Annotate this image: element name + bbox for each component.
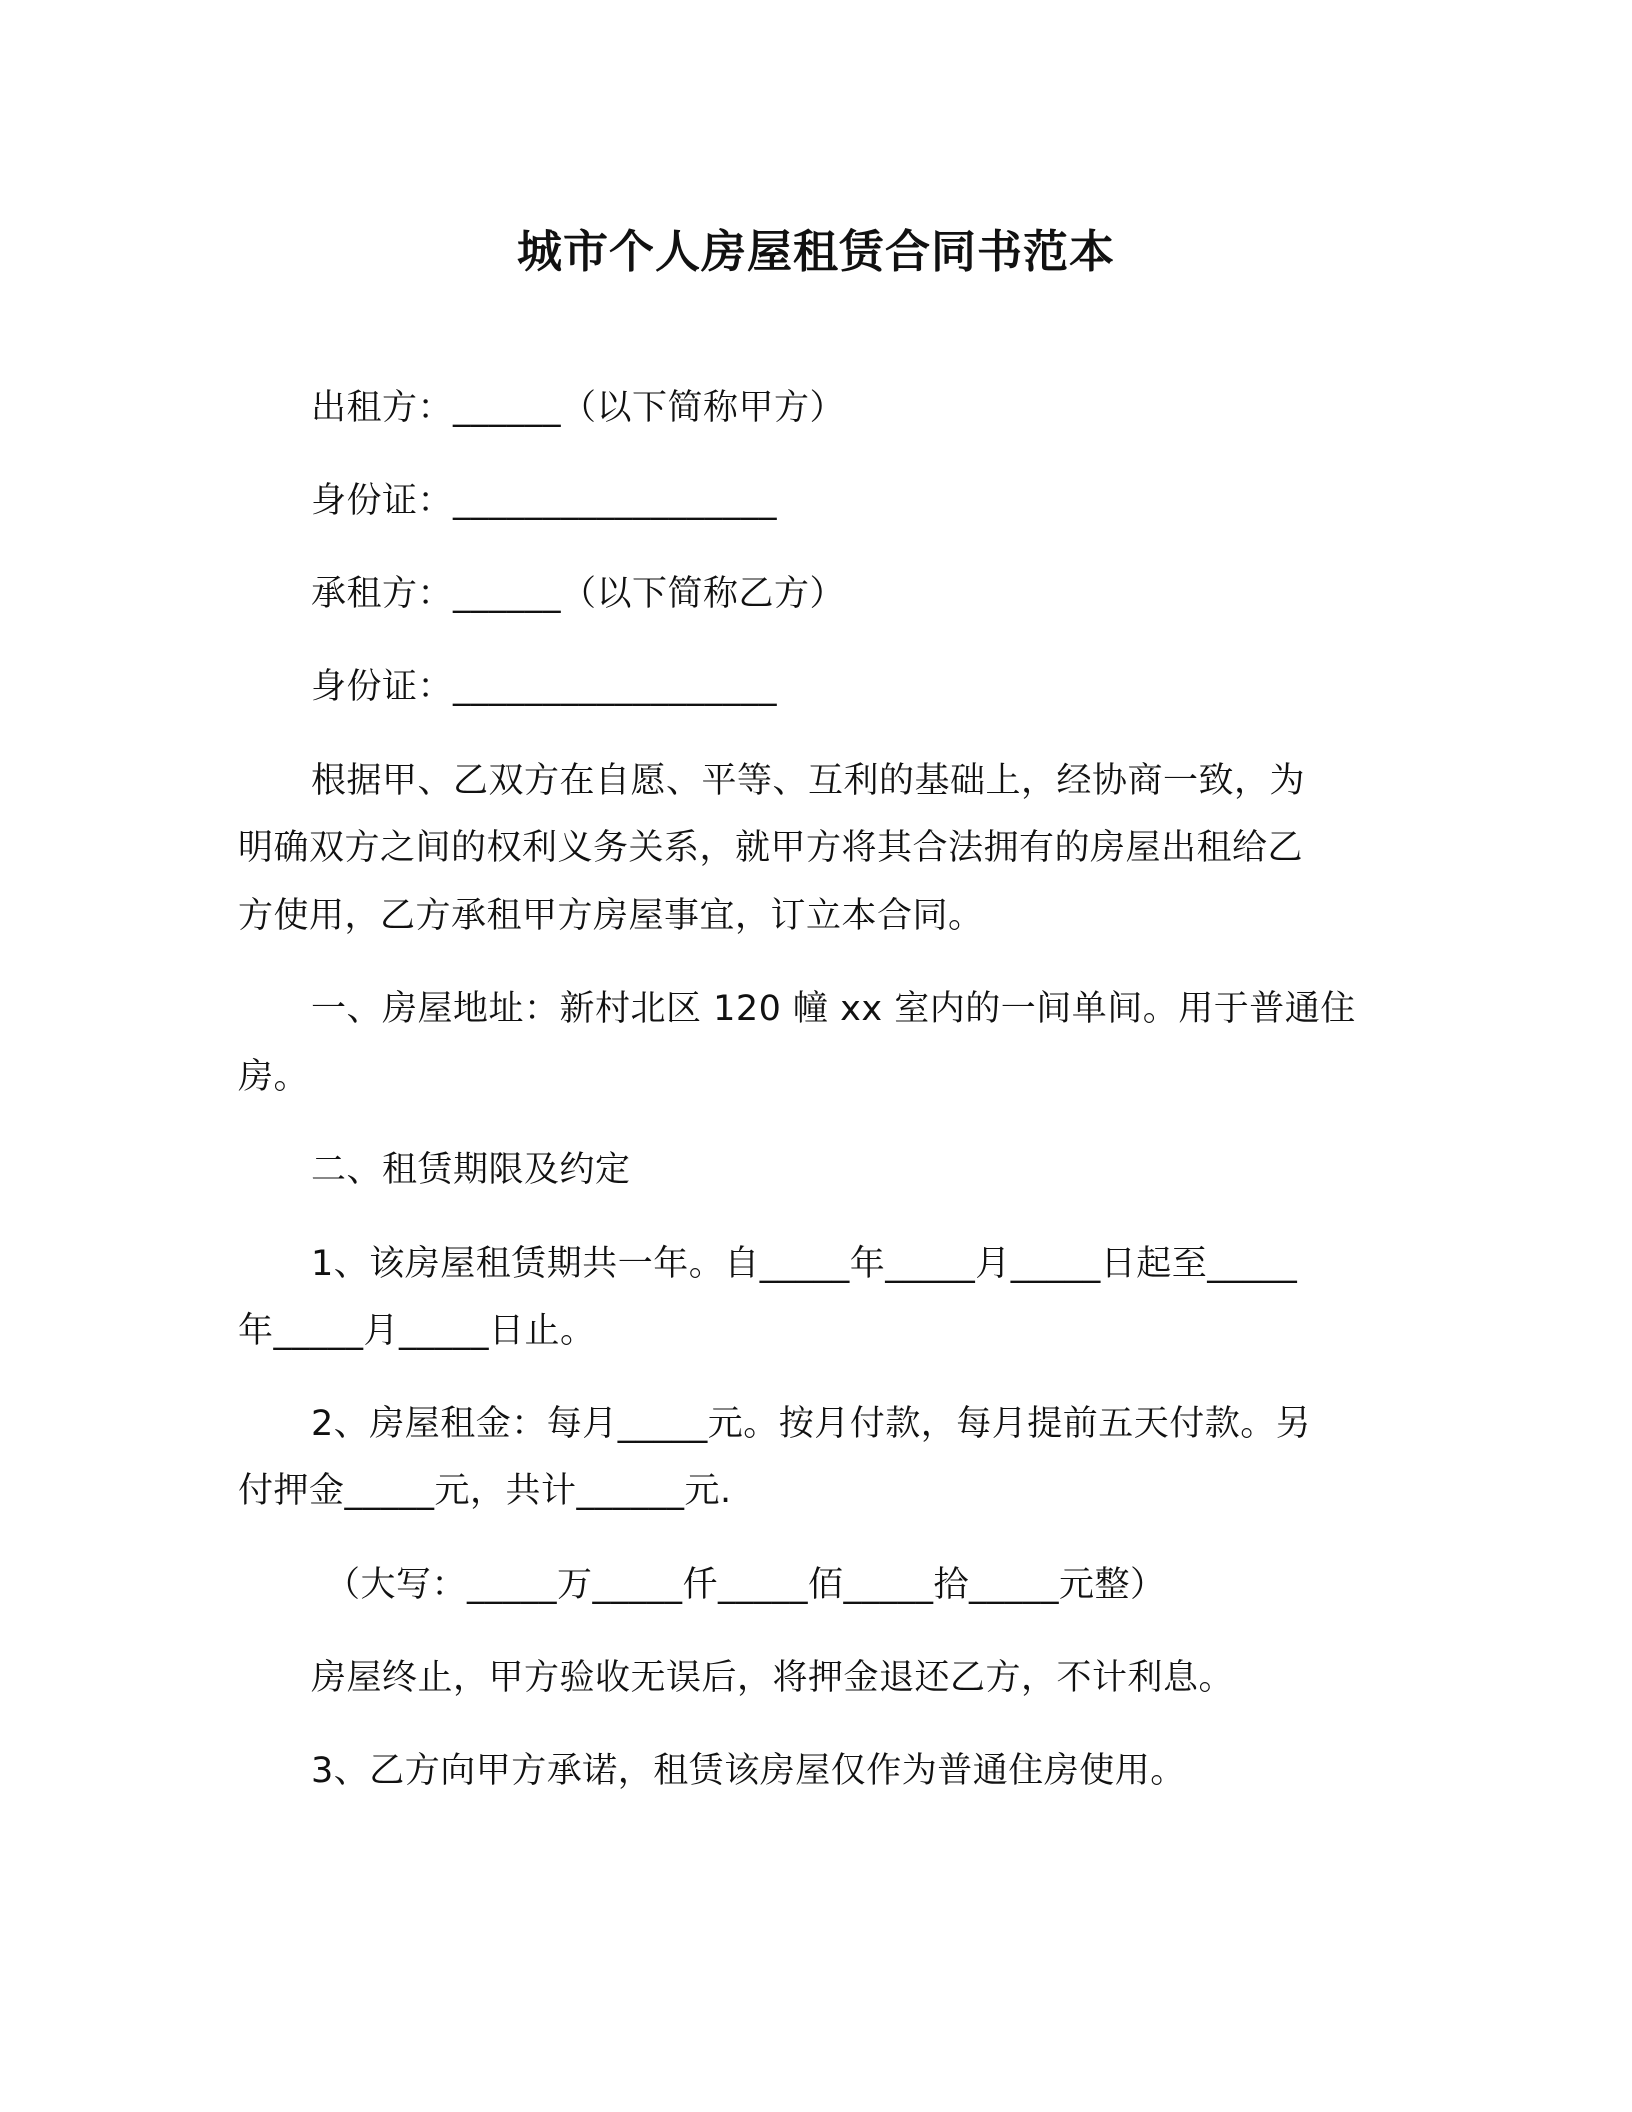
item2-line-1: 2、房屋租金：每月_____元。按月付款，每月提前五天付款。另 <box>311 1404 1312 1444</box>
preamble-line-3: 方使用，乙方承租甲方房屋事宜，订立本合同。 <box>238 896 984 936</box>
amount-in-words: （大写：_____万_____仟_____佰_____拾_____元整） <box>325 1565 1166 1605</box>
item1-line-1: 1、该房屋租赁期共一年。自_____年_____月_____日起至_____ <box>311 1244 1298 1284</box>
item3-line: 3、乙方向甲方承诺，租赁该房屋仅作为普通住房使用。 <box>311 1751 1186 1791</box>
section1-line-1: 一、房屋地址：新村北区 120 幢 xx 室内的一间单间。用于普通住 <box>311 989 1356 1029</box>
section2-heading: 二、租赁期限及约定 <box>311 1150 631 1190</box>
item1-line-2: 年_____月_____日止。 <box>238 1311 596 1351</box>
section1-line-2: 房。 <box>238 1057 310 1097</box>
preamble-line-2: 明确双方之间的权利义务关系，就甲方将其合法拥有的房屋出租给乙 <box>238 828 1304 868</box>
lessor-line: 出租方：______（以下简称甲方） <box>311 388 846 428</box>
deposit-return-line: 房屋终止，甲方验收无误后，将押金退还乙方，不计利息。 <box>311 1658 1235 1698</box>
item2-line-2: 付押金_____元，共计______元. <box>238 1471 732 1511</box>
preamble-line-1: 根据甲、乙双方在自愿、平等、互利的基础上，经协商一致，为 <box>311 761 1306 801</box>
lessee-line: 承租方：______（以下简称乙方） <box>311 574 846 614</box>
lessor-id-line: 身份证：__________________ <box>311 481 778 521</box>
lessee-id-line: 身份证：__________________ <box>311 667 778 707</box>
document-title: 城市个人房屋租赁合同书范本 <box>516 225 1115 278</box>
